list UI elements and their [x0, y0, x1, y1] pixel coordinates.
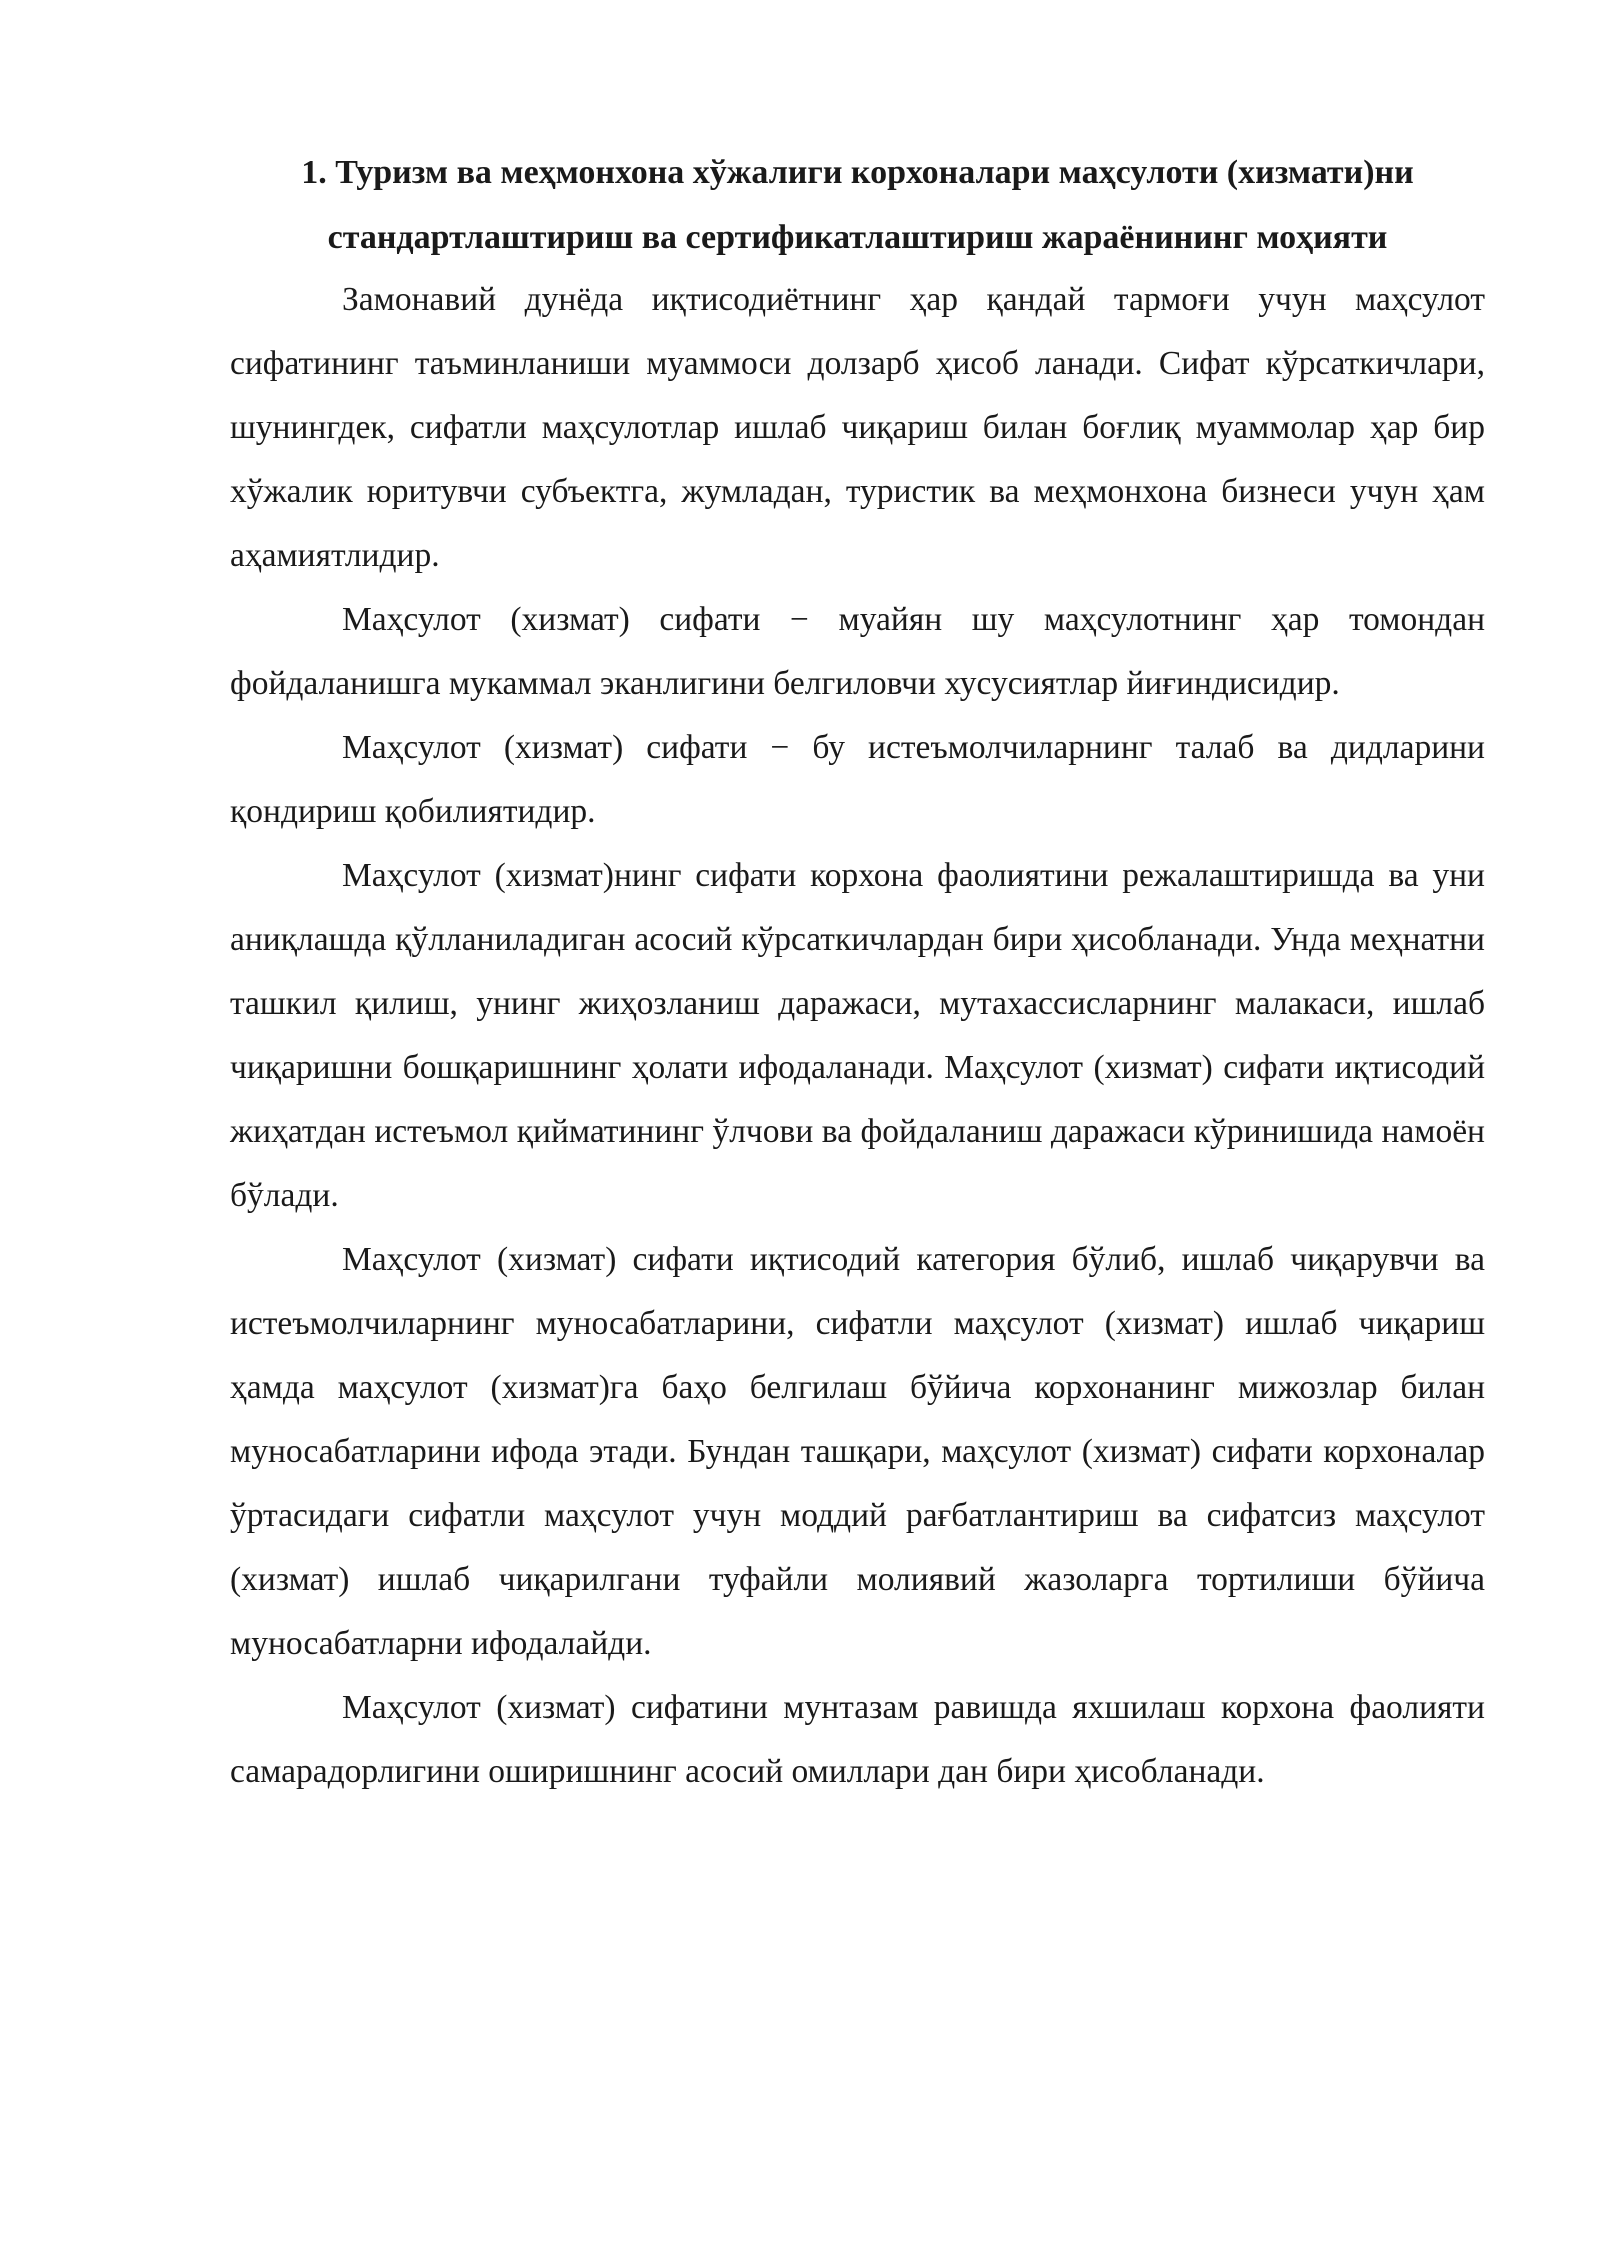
document-page — [230, 140, 1485, 1804]
paragraph-6: Маҳсулот (хизмат) сифатини мунтазам равишда яхшилаш корхона фаолияти самарадорлигини оширишнинг асосий омиллари дан бири ҳисобланади. — [230, 1689, 1485, 1790]
paragraph-1: Замонавий дунёда иқтисодиётнинг ҳар қандай тармоғи учун маҳсулот сифатининг таъминланиши муаммоси долзарб ҳисоб ланади. Сифат кўрсаткичлари, шунингдек, сифатли маҳсулотлар ишлаб чиқариш билан боғлиқ муаммолар ҳар бир хўжалик юритувчи субъектга, жумладан, туристик ва меҳмонхона бизнеси учун ҳам аҳамиятлидир. — [230, 281, 1485, 574]
paragraph-4: Маҳсулот (хизмат)нинг сифати корхона фаолиятини режалаштиришда ва уни аниқлашда қўлланиладиган асосий кўрсаткичлардан бири ҳисобланади. Унда меҳнатни ташкил қилиш, унинг жиҳозланиш даражаси, мутахассисларнинг малакаси, ишлаб чиқаришни бошқаришнинг ҳолати ифодаланади. Маҳсулот (хизмат) сифати иқтисодий жиҳатдан истеъмол қийматининг ўлчови ва фойдаланиш даражаси кўринишида намоён бўлади. — [230, 857, 1485, 1214]
paragraph-5: Маҳсулот (хизмат) сифати иқтисодий категория бўлиб, ишлаб чиқарувчи ва истеъмолчиларнинг муносабатларини, сифатли маҳсулот (хизмат) ишлаб чиқариш ҳамда маҳсулот (хизмат)га баҳо белгилаш бўйича корхонанинг мижозлар билан муносабатларини ифода этади. Бундан ташқари, маҳсулот (хизмат) сифати корхоналар ўртасидаги сифатли маҳсулот учун моддий рағбатлантириш ва сифатсиз маҳсулот (хизмат) ишлаб чиқарилгани туфайли молиявий жазоларга тортилиши бўйича муносабатларни ифодалайди. — [230, 1241, 1485, 1662]
paragraph-3: Маҳсулот (хизмат) сифати − бу истеъмолчиларнинг талаб ва дидларини қондириш қобилиятидир. — [230, 729, 1485, 830]
paragraph-2: Маҳсулот (хизмат) сифати − муайян шу маҳсулотнинг ҳар томондан фойдаланишга мукаммал эканлигини белгиловчи хусусиятлар йиғиндисидир. — [230, 601, 1485, 702]
section-title: 1. Туризм ва меҳмонхона хўжалиги корхоналари маҳсулоти (хизмати)ни стандартлаштириш ва сертификатлаштириш жараёнининг моҳияти — [301, 154, 1414, 256]
